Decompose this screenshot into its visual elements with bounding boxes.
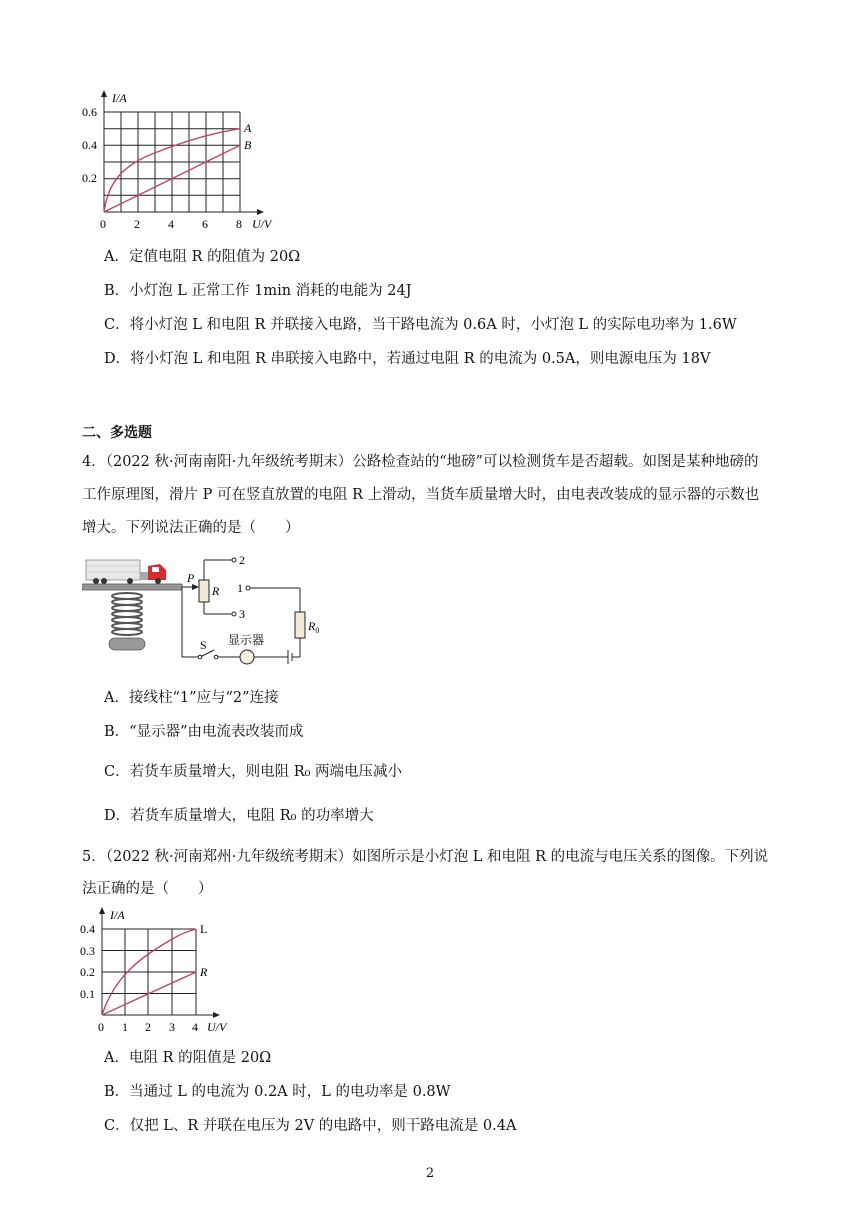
x-tick: 2	[145, 1020, 151, 1034]
weighbridge-circuit-figure	[82, 550, 342, 670]
q4-stem-line: 工作原理图，滑片 P 可在竖直放置的电阻 R 上滑动，当货车质量增大时，由电表改装成的显示器的示数也	[82, 487, 760, 503]
x-tick: 0	[98, 1020, 104, 1034]
curve-label-b: B	[244, 138, 252, 152]
x-tick: 4	[168, 217, 174, 231]
label-r0: $R_0$	[308, 619, 320, 635]
x-tick: 8	[236, 217, 242, 231]
y-axis-label: I/A	[112, 91, 127, 105]
x-axis-label: U/V	[207, 1020, 227, 1034]
q3-option-d: D．将小灯泡 L 和电阻 R 串联接入电路中，若通过电阻 R 的电流为 0.5A，则电源电压为 18V	[104, 351, 711, 367]
label-terminal-1: 1	[237, 581, 243, 595]
page-number: 2	[425, 1166, 435, 1181]
q4-option-a: A．接线柱“1”应与“2”连接	[104, 690, 279, 706]
truck-icon	[86, 560, 166, 584]
x-tick: 4	[192, 1020, 198, 1034]
x-tick: 6	[202, 217, 208, 231]
q4-option-b: B．“显示器”由电流表改装而成	[104, 724, 304, 740]
q3-option-a: A．定值电阻 R 的阻值为 20Ω	[104, 249, 301, 265]
q4-stem-line: 增大。下列说法正确的是（ ）	[82, 520, 300, 536]
curve-label-l: L	[200, 922, 208, 936]
q5-stem-line: 法正确的是（ ）	[82, 881, 213, 897]
x-tick: 3	[169, 1020, 175, 1034]
q5-option-c: C．仅把 L、R 并联在电压为 2V 的电路中，则干路电流是 0.4A	[104, 1118, 517, 1134]
y-tick: 0.6	[82, 105, 97, 119]
slide-resistor-r	[199, 580, 209, 602]
q4-option-c: C．若货车质量增大，则电阻 R₀ 两端电压减小	[104, 764, 403, 780]
y-tick: 0.4	[80, 922, 95, 936]
label-s: S	[200, 638, 207, 652]
q5-option-b: B．当通过 L 的电流为 0.2A 时，L 的电功率是 0.8W	[104, 1084, 451, 1100]
q4-option-d: D．若货车质量增大，电阻 R₀ 的功率增大	[104, 808, 374, 824]
graph-top-iu	[82, 88, 282, 236]
q5-option-a: A．电阻 R 的阻值是 20Ω	[104, 1050, 272, 1066]
x-axis-label: U/V	[252, 217, 272, 231]
label-p: P	[187, 571, 195, 585]
y-axis-label: I/A	[110, 908, 125, 922]
label-terminal-2: 2	[239, 553, 245, 567]
x-tick: 1	[122, 1020, 128, 1034]
label-r: R	[212, 584, 220, 598]
q5-stem-line: 5．（2022 秋·河南郑州·九年级统考期末）如图所示是小灯泡 L 和电阻 R 的电流与电压关系的图像。下列说	[82, 849, 769, 865]
resistor-r0	[295, 612, 305, 638]
display-meter	[240, 650, 254, 664]
graph-q5-iu	[80, 905, 240, 1037]
label-display: 显示器	[228, 633, 265, 647]
y-tick: 0.1	[80, 987, 95, 1001]
curve-label-r: R	[200, 965, 208, 979]
q3-option-c: C．将小灯泡 L 和电阻 R 并联接入电路，当干路电流为 0.6A 时，小灯泡 L 的实际电功率为 1.6W	[104, 317, 737, 333]
curve-label-a: A	[244, 121, 252, 135]
q3-option-b: B．小灯泡 L 正常工作 1min 消耗的电能为 24J	[104, 283, 412, 299]
y-tick: 0.3	[80, 944, 95, 958]
y-tick: 0.4	[82, 138, 97, 152]
label-terminal-3: 3	[239, 607, 245, 621]
y-tick: 0.2	[82, 171, 97, 185]
q4-stem-line: 4．（2022 秋·河南南阳·九年级统考期末）公路检查站的“地磅”可以检测货车是否超载。如图是某种地磅的	[82, 454, 759, 470]
section-title: 二、多选题	[82, 425, 152, 441]
y-tick: 0.2	[80, 965, 95, 979]
x-tick: 0	[100, 217, 106, 231]
spring-icon	[112, 593, 142, 635]
x-tick: 2	[134, 217, 140, 231]
